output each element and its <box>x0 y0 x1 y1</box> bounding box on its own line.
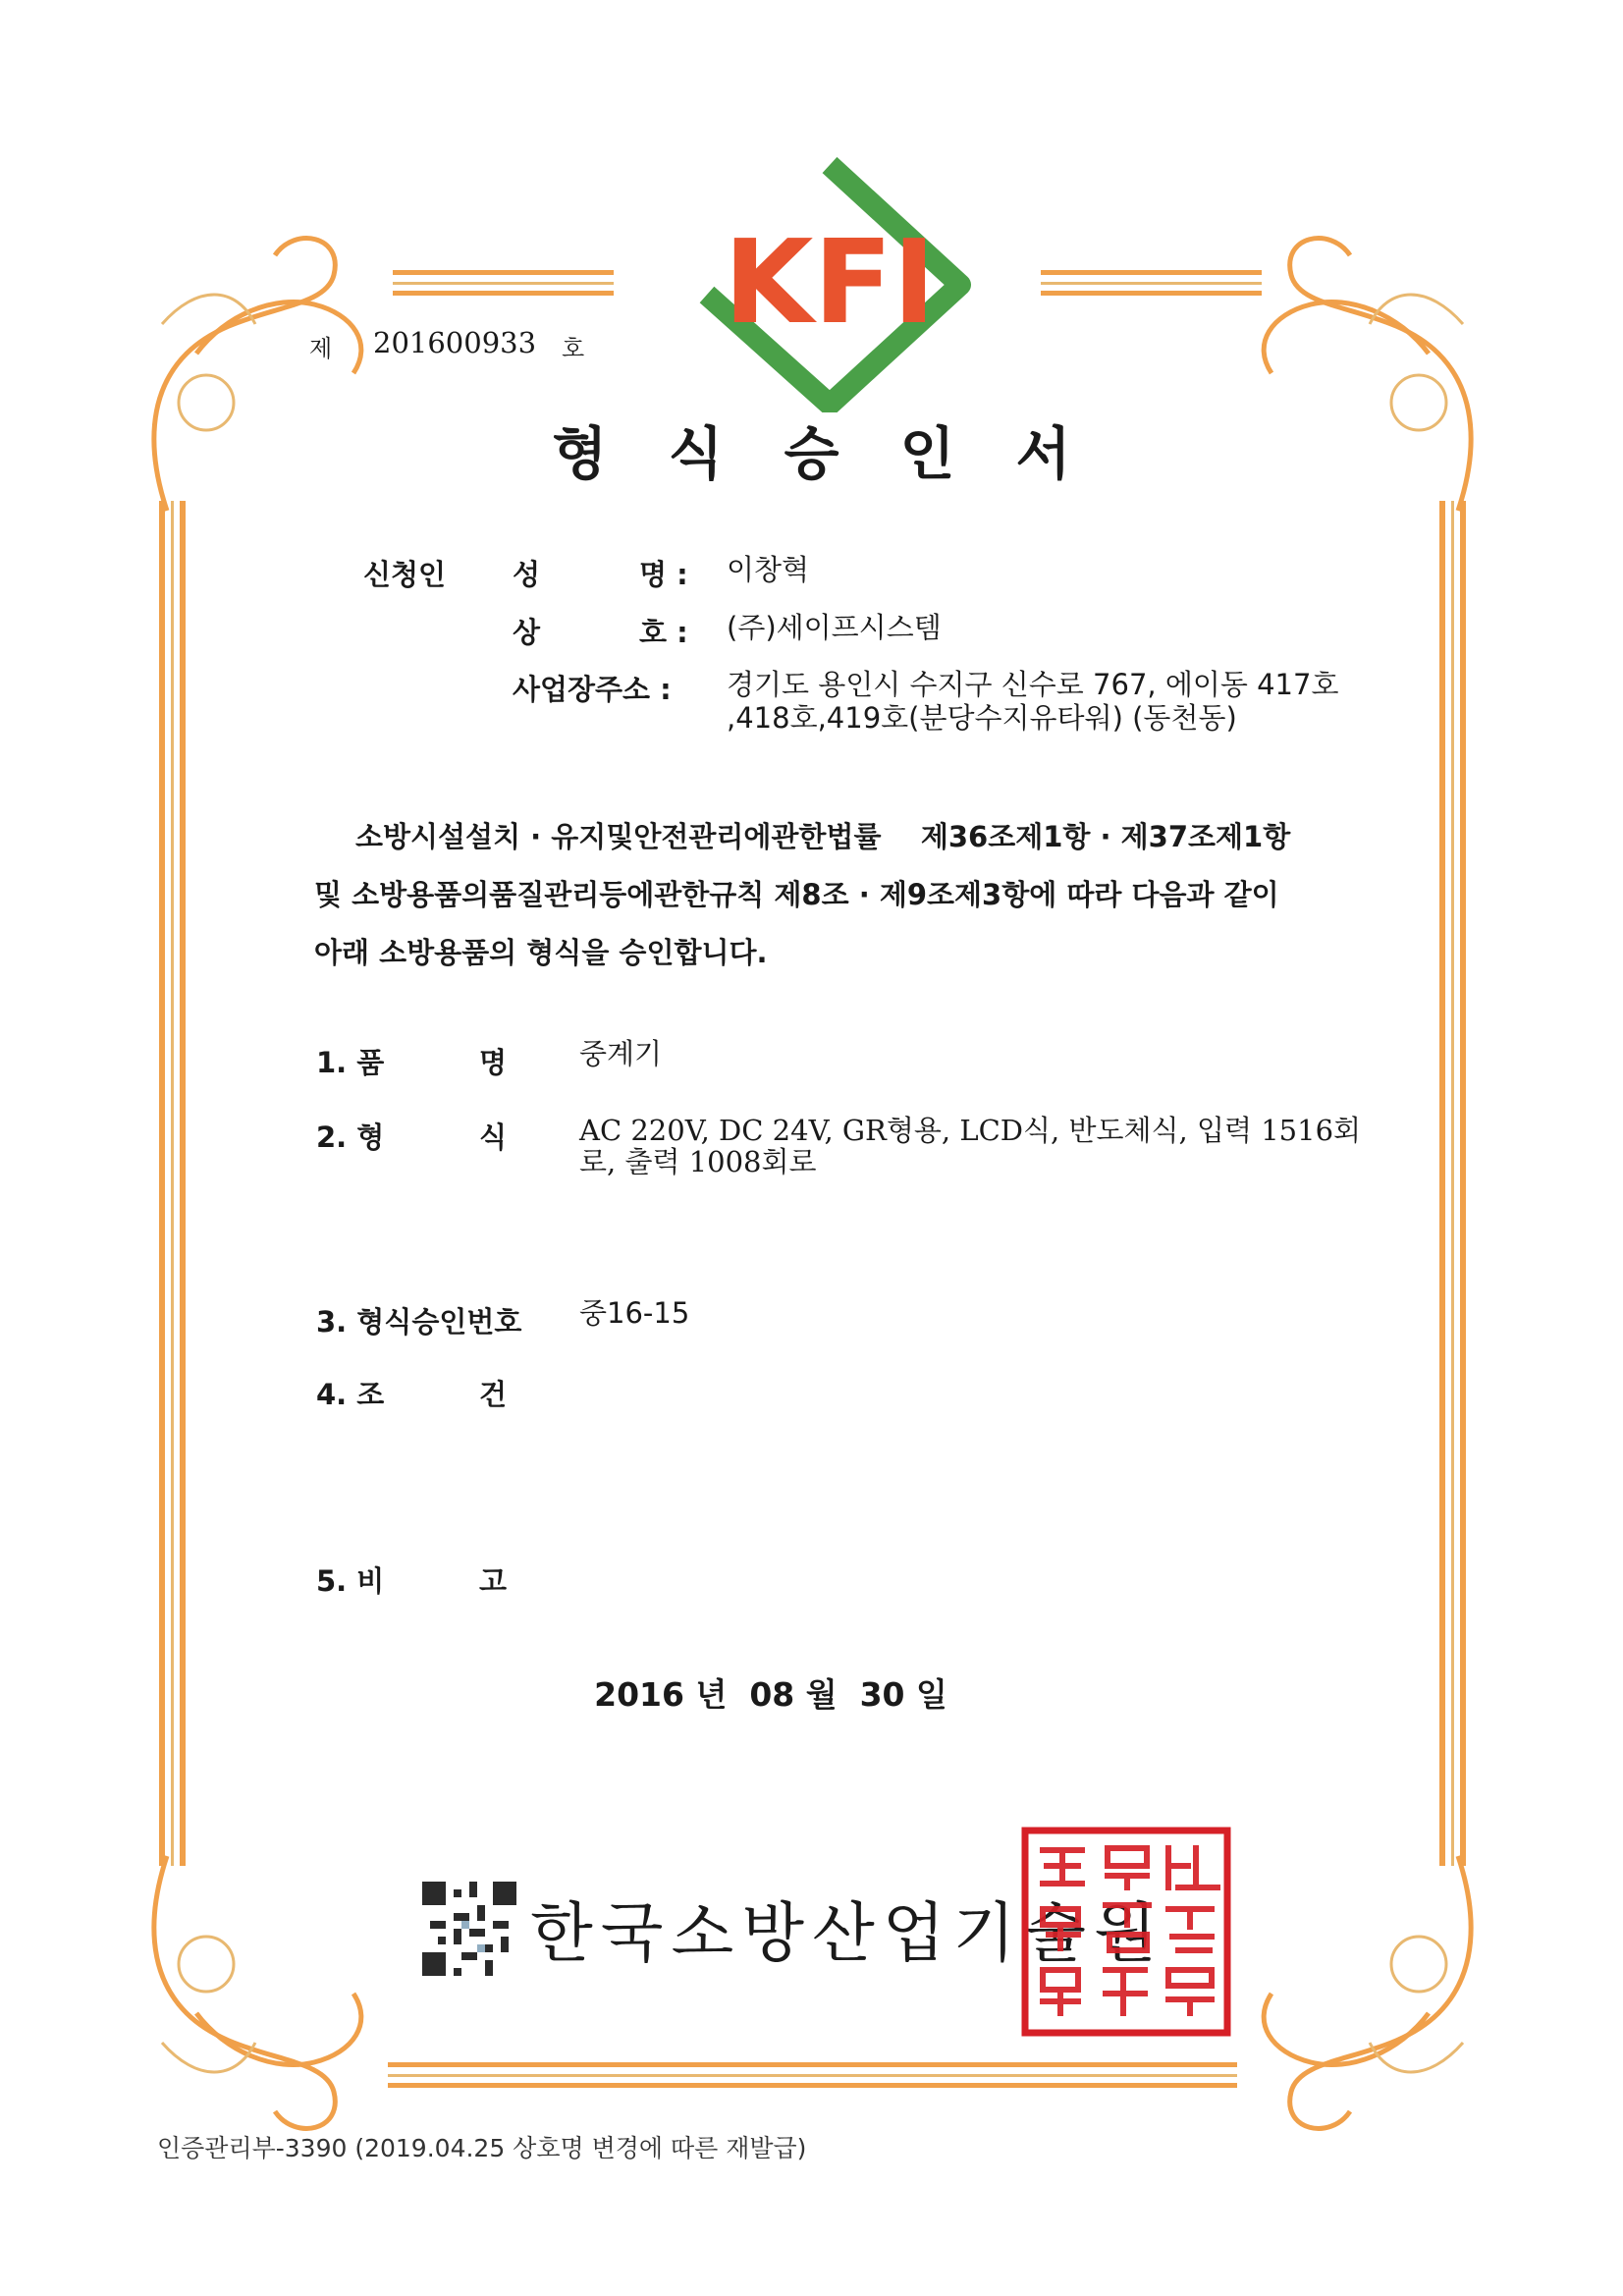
item-1-number: 1. 품 <box>316 1046 385 1079</box>
cert-number: 201600933 <box>373 326 537 359</box>
item-5-number: 5. 비 <box>316 1564 385 1598</box>
item-5-label: 고 <box>479 1564 508 1598</box>
company-value: (주)세이프시스템 <box>727 611 942 644</box>
address-line-1: 경기도 용인시 수지구 신수로 767, 에이동 417호 <box>727 668 1339 701</box>
body-line-2: 및 소방용품의품질관리등에관한규칙 제8조 · 제9조제3항에 따라 다음과 같이 <box>314 878 1279 911</box>
item-1-label: 명 <box>479 1046 508 1079</box>
name-label: 성 명 : <box>513 558 688 591</box>
issuing-organization: 한국소방산업기술원 <box>530 1895 1164 1971</box>
name-value: 이창혁 <box>727 553 810 586</box>
company-label: 상 호 : <box>513 616 688 649</box>
item-2-label: 식 <box>479 1121 508 1154</box>
item-2-value-line-1: AC 220V, DC 24V, GR형용, LCD식, 반도체식, 입력 1516회 <box>579 1114 1362 1147</box>
document-title: 형식승인서 <box>552 420 1132 487</box>
item-2-value-line-2: 로, 출력 1008회로 <box>579 1145 817 1178</box>
body-line-1: 소방시설설치 · 유지및안전관리에관한법률 제36조제1항 · 제37조제1항 <box>355 820 1291 853</box>
item-4-number: 4. 조 <box>316 1378 385 1411</box>
applicant-section-label: 신청인 <box>363 558 447 591</box>
cert-number-prefix: 제 <box>309 335 333 362</box>
cert-number-suffix: 호 <box>562 335 585 362</box>
logo-text: KFI <box>724 214 936 350</box>
issue-date: 2016 년 08 월 30 일 <box>594 1675 947 1714</box>
kfi-logo <box>687 157 972 412</box>
item-4-label: 건 <box>479 1378 508 1411</box>
official-seal-stamp <box>1021 1827 1231 2037</box>
address-label: 사업장주소 : <box>513 673 672 706</box>
item-3-value: 중16-15 <box>579 1296 690 1330</box>
item-1-value: 중계기 <box>579 1037 663 1070</box>
body-line-3: 아래 소방용품의 형식을 승인합니다. <box>314 936 768 969</box>
address-line-2: ,418호,419호(분당수지유타워) (동천동) <box>727 701 1237 735</box>
item-2-number: 2. 형 <box>316 1121 385 1154</box>
footer-reference: 인증관리부-3390 (2019.04.25 상호명 변경에 따른 재발급) <box>157 2134 807 2162</box>
item-3-number: 3. 형식승인번호 <box>316 1305 522 1339</box>
qr-code-icon <box>422 1882 516 1976</box>
